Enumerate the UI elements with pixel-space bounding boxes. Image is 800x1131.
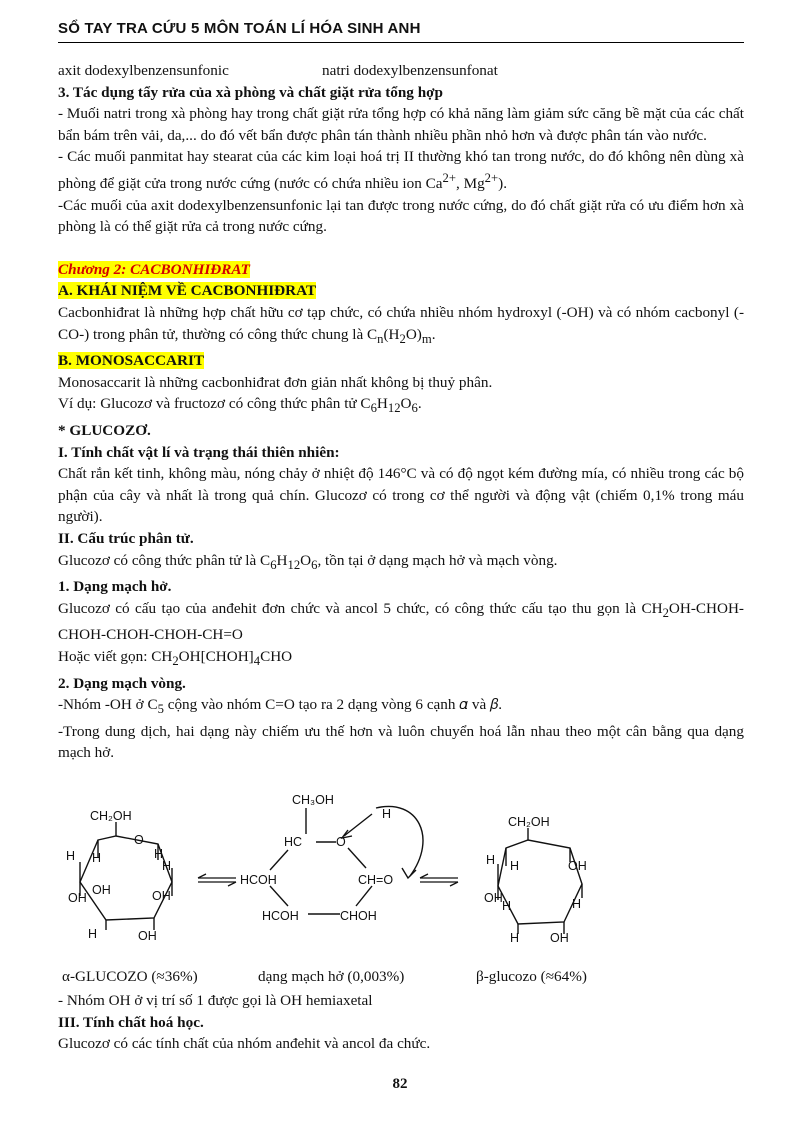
alpha-h-label: H bbox=[88, 927, 98, 941]
alpha-h-label: H bbox=[154, 847, 164, 861]
text-run: Glucozơ có cấu tạo của anđehit đơn chức và ancol 5 chức, có công thức cấu tạo thu gọn là CH bbox=[58, 599, 663, 617]
beta-h-label: H bbox=[510, 859, 520, 873]
page-header-title: SỔ TAY TRA CỨU 5 MÔN TOÁN LÍ HÓA SINH ANH bbox=[58, 20, 421, 37]
open-ch3oh-label: CH₃OH bbox=[292, 793, 334, 807]
text-run: , tồn tại ở dạng mạch hở và mạch vòng. bbox=[317, 551, 558, 569]
section-a-text bbox=[58, 302, 744, 350]
subscript: 5 bbox=[157, 702, 164, 717]
open-choh-label: CHOH bbox=[340, 909, 377, 923]
section-b-heading-line bbox=[58, 350, 744, 372]
subscript: 12 bbox=[287, 557, 301, 572]
text-run: Hoặc viết gọn: CH bbox=[58, 648, 173, 666]
salt-name: natri dodexylbenzensunfonat bbox=[322, 62, 498, 79]
acid-name: axit dodexylbenzensunfonic bbox=[58, 62, 229, 79]
compound-names-row bbox=[58, 60, 744, 82]
text-run: Cacbonhiđrat là những hợp chất hữu cơ tạp chức, có chứa nhiều nhóm hydroxyl (-OH) và có nhóm cacbonyl (-CO-) trong phân tử, thường có công thức chung là C bbox=[58, 304, 744, 343]
beta-glucose-structure bbox=[498, 828, 582, 934]
alpha-h-label: H bbox=[66, 849, 76, 863]
hemiacetal-text: - Nhóm OH ở vị trí số 1 được gọi là OH hemiaxetal bbox=[58, 992, 373, 1009]
alpha-ch2oh-label: CH₂OH bbox=[90, 809, 132, 823]
text-run: Ví dụ: Glucozơ và fructozơ có công thức phân tử C bbox=[58, 395, 371, 413]
chapter-title: Chương 2: CACBONHIĐRAT bbox=[58, 260, 250, 278]
beta-ch2oh-label: CH₂OH bbox=[508, 815, 550, 829]
subscript: 6 bbox=[270, 557, 277, 572]
physical-properties-text: Chất rắn kết tinh, không màu, nóng chảy ở nhiệt độ 146°C và có độ ngọt kém đường mía, có nhiều trong các bộ phận của cây và nhất là trong quả chín. Glucozơ có trong cơ thể người và động vật (chiếm 0,1% trong máu người). bbox=[58, 465, 744, 526]
section3-paragraph-1: - Muối natri trong xà phòng hay trong chất giặt rửa tổng hợp có khả năng làm giảm sức căng bề mặt của các chất bẩn bám trên vải, da,... do đó vết bẩn được phân tán thành nhiều phần nhỏ hơn và được phân tán vào nước. bbox=[58, 105, 744, 144]
text-run: OH[CHOH] bbox=[178, 648, 254, 666]
electron-arrow bbox=[344, 814, 372, 836]
caption-beta: β-glucozo (≈64%) bbox=[476, 968, 587, 985]
section3-heading: 3. Tác dụng tẩy rửa của xà phòng và chất giặt rửa tổng hợp bbox=[58, 83, 443, 101]
chemical-properties-text: Glucozơ có các tính chất của nhóm anđehit và ancol đa chức. bbox=[58, 1035, 431, 1053]
subscript: 2 bbox=[172, 654, 179, 669]
text-run: (H bbox=[383, 325, 400, 343]
beta-h-label: H bbox=[486, 853, 496, 867]
open-hcoh-label: HCOH bbox=[240, 873, 277, 887]
beta-h-label: H bbox=[510, 931, 520, 945]
section3-paragraph-3: -Các muối của axit dodexylbenzensunfonic lại tan được trong nước cứng, do đó chất giặt rửa có ưu điểm hơn xà phòng là có thể giặt rửa cả trong nước cứng. bbox=[58, 196, 744, 236]
subscript: 6 bbox=[411, 401, 418, 416]
caption-open: dạng mạch hở (0,003%) bbox=[258, 968, 405, 985]
text-run: ). bbox=[498, 175, 507, 193]
open-o-label: O bbox=[336, 835, 346, 849]
beta-h-label: H bbox=[572, 897, 582, 911]
text-run: . bbox=[417, 395, 422, 413]
alpha-glucose-structure bbox=[80, 822, 172, 930]
text-run: cộng vào nhóm C=O tạo ra 2 dạng vòng 6 cạnh 𝛼 và 𝛽. bbox=[163, 696, 503, 714]
page-number: 82 bbox=[392, 1076, 408, 1092]
glucose-heading: * GLUCOZƠ. bbox=[58, 422, 151, 440]
alpha-oh-label: OH bbox=[138, 929, 157, 943]
text-run: O bbox=[300, 551, 312, 569]
open-chain-text bbox=[58, 598, 744, 646]
beta-oh-label: OH bbox=[568, 859, 587, 873]
open-ch-eq-o-label: CH=O bbox=[358, 873, 394, 887]
open-h-label: H bbox=[382, 807, 392, 821]
section-b-text: Monosaccarit là những cacbonhiđrat đơn giản nhất không bị thuỷ phân. bbox=[58, 373, 493, 391]
equilibrium-arrow-right bbox=[420, 874, 458, 886]
subscript: 6 bbox=[311, 557, 318, 572]
section3-paragraph-2 bbox=[58, 146, 744, 194]
ring-form-text-2: -Trong dung dịch, hai dạng này chiếm ưu thế hơn và luôn chuyển hoá lẫn nhau theo một cân bằng qua dạng mạch hở. bbox=[58, 722, 744, 762]
short-formula-text bbox=[58, 646, 744, 673]
physical-properties-heading: I. Tính chất vật lí và trạng thái thiên nhiên: bbox=[58, 443, 340, 461]
beta-oh-label: OH bbox=[484, 891, 503, 905]
text-run: - Các muối panmitat hay stearat của các kim loại hoá trị II thường khó tan trong nước, do đó không nên dùng xà phòng để giặt cửa trong nước cứng (nước có chứa nhiều ion Ca bbox=[58, 148, 744, 193]
beta-oh-label: OH bbox=[550, 931, 569, 945]
alpha-oh-label: OH bbox=[68, 891, 87, 905]
bond bbox=[348, 848, 366, 868]
subscript: 4 bbox=[253, 654, 261, 669]
text-run: H bbox=[376, 395, 388, 413]
section-a-heading-line bbox=[58, 280, 744, 302]
text-run: Glucozơ có công thức phân tử là C bbox=[58, 551, 271, 569]
subscript: 2 bbox=[662, 605, 669, 620]
alpha-oh-label: OH bbox=[152, 889, 171, 903]
ring-form-text-1 bbox=[58, 694, 744, 721]
superscript: 2+ bbox=[442, 170, 456, 185]
subscript: m bbox=[421, 331, 432, 346]
open-chain-structure bbox=[270, 806, 423, 914]
subscript: 12 bbox=[387, 401, 401, 416]
equilibrium-arrow-left bbox=[198, 874, 236, 886]
bond bbox=[270, 886, 288, 906]
glucose-equilibrium-diagram bbox=[58, 778, 744, 963]
text-run: OH-CHOH-CHOH-CHOH-CHOH-CH=O bbox=[58, 599, 744, 644]
alpha-h-label: H bbox=[162, 859, 172, 873]
text-run: O bbox=[400, 395, 412, 413]
text-run: . bbox=[431, 325, 436, 343]
text-run: H bbox=[276, 551, 288, 569]
alpha-h-label: H bbox=[92, 851, 102, 865]
beta-h-label: H bbox=[502, 899, 512, 913]
text-run: CHO bbox=[260, 648, 293, 666]
after-diagram-content bbox=[58, 990, 744, 1055]
bond bbox=[356, 886, 372, 906]
caption-alpha: α-GLUCOZO (≈36%) bbox=[62, 968, 198, 985]
open-chain-heading: 1. Dạng mạch hở. bbox=[58, 578, 172, 596]
open-hc-label: HC bbox=[284, 835, 303, 849]
subscript: 2 bbox=[399, 331, 406, 346]
header-divider bbox=[58, 42, 744, 43]
chapter-title-line bbox=[58, 259, 744, 281]
section-b-heading: B. MONOSACCARIT bbox=[58, 352, 204, 370]
ring-form-heading: 2. Dạng mạch vòng. bbox=[58, 674, 186, 692]
bond bbox=[270, 850, 288, 870]
chemical-properties-heading: III. Tính chất hoá học. bbox=[58, 1013, 204, 1031]
alpha-o-label: O bbox=[134, 833, 144, 847]
alpha-oh-label: OH bbox=[92, 883, 111, 897]
structure-heading: II. Cấu trúc phân tử. bbox=[58, 530, 194, 547]
example-text bbox=[58, 393, 744, 420]
subscript: 6 bbox=[370, 401, 377, 416]
open-hcoh-label: HCOH bbox=[262, 909, 299, 923]
spacer bbox=[58, 238, 744, 259]
text-run: -Nhóm -OH ở C bbox=[58, 696, 158, 714]
text-run: O) bbox=[405, 325, 422, 343]
text-run: , Mg bbox=[455, 175, 485, 193]
subscript: n bbox=[377, 331, 384, 346]
structure-text bbox=[58, 550, 744, 577]
superscript: 2+ bbox=[484, 170, 499, 185]
main-content bbox=[58, 60, 744, 764]
section-a-heading: A. KHÁI NIỆM VỀ CACBONHIĐRAT bbox=[58, 282, 317, 300]
